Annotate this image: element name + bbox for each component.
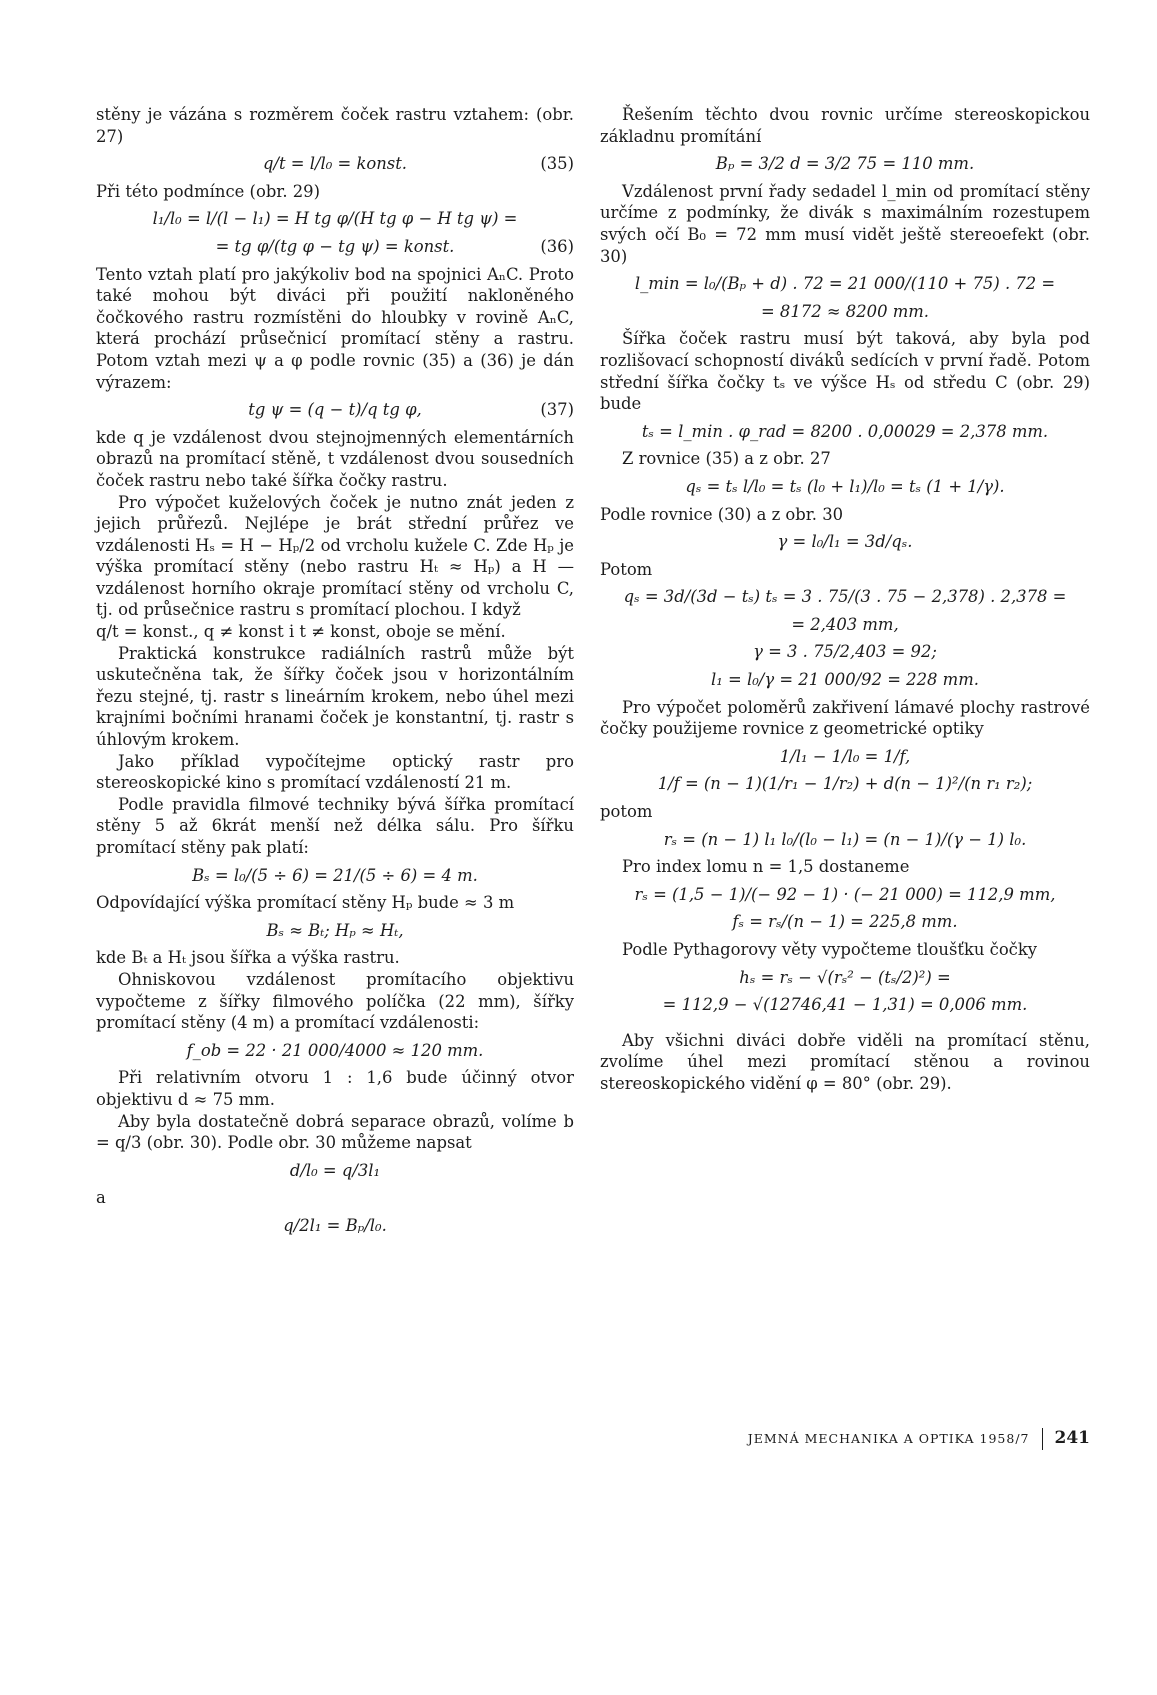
- paragraph: Pro výpočet kuželových čoček je nutno znát jeden z jejich průřezů. Nejlépe je brát střední průřez ve vzdálenosti Hₛ = H − Hₚ/2 od vrcholu kužele C. Zde Hₚ je výška promítací stěny (nebo rastru Hₜ ≈ Hₚ) a H — vzdálenost horního okraje promítací stěny od vrcholu C, tj. od průsečnice rastru s promítací plochou. I když: [96, 492, 574, 620]
- equation-number: (36): [540, 236, 574, 256]
- paragraph: stěny je vázána s rozměrem čoček rastru vztahem: (obr. 27): [96, 105, 574, 146]
- equation-rs: [600, 829, 1090, 851]
- equation-rs2: [600, 884, 1090, 906]
- footer-divider: [1042, 1428, 1043, 1450]
- paragraph: q/t = konst., q ≠ konst i t ≠ konst, oboje se mění.: [96, 622, 506, 642]
- paragraph: Praktická konstrukce radiálních rastrů může být uskutečněna tak, že šířky čoček jsou v horizontálním řezu stejné, tj. rastr s lineárním krokem, nebo úhel mezi krajními bočními hranami čoček je konstantní, tj. rastr s úhlovým krokem.: [96, 643, 574, 750]
- right-column: [600, 104, 1090, 1095]
- equation-bs: [96, 865, 574, 887]
- equation: = 112,9 − √(12746,41 − 1,31) = 0,006 mm.: [662, 995, 1028, 1015]
- paragraph: kde q je vzdálenost dvou stejnojmenných elementárních obrazů na promítací stěně, t vzdálenost dvou sousedních čoček rastru nebo také šířka čočky rastru.: [96, 427, 574, 490]
- equation: tₛ = l_min . φ_rad = 8200 . 0,00029 = 2,378 mm.: [641, 421, 1049, 441]
- equation: f_ob = 22 · 21 000/4000 ≈ 120 mm.: [186, 1040, 484, 1060]
- equation: qₛ = tₛ l/l₀ = tₛ (l₀ + l₁)/l₀ = tₛ (1 + 1/γ).: [685, 476, 1005, 496]
- equation: Bₛ = l₀/(5 ÷ 6) = 21/(5 ÷ 6) = 4 m.: [192, 865, 478, 885]
- equation-lens2: [600, 773, 1090, 795]
- page-footer: [728, 1428, 1090, 1450]
- paragraph: Ohniskovou vzdálenost promítacího objektivu vypočteme z šířky filmového políčka (22 mm), šířky promítací stěny (4 m) a promítací vzdálenosti:: [96, 969, 574, 1033]
- paragraph: Šířka čoček rastru musí být taková, aby byla pod rozlišovací schopností diváků sedících v první řadě. Potom střední šířka čočky tₛ ve výšce Hₛ od středu C (obr. 29) bude: [600, 329, 1090, 414]
- equation-hs-a: [600, 967, 1090, 989]
- paragraph: Pro výpočet poloměrů zakřivení lámavé plochy rastrové čočky použijeme rovnice z geometrické optiky: [600, 697, 1090, 739]
- equation: = tg φ/(tg φ − tg ψ) = konst.: [215, 236, 455, 256]
- equation-bs-bt: [96, 920, 574, 942]
- paragraph: Při relativním otvoru 1 : 1,6 bude účinný otvor objektivu d ≈ 75 mm.: [96, 1068, 574, 1109]
- equation: 1/f = (n − 1)(1/r₁ − 1/r₂) + d(n − 1)²/(n r₁ r₂);: [657, 774, 1033, 794]
- paragraph: Pro index lomu n = 1,5 dostaneme: [622, 857, 910, 877]
- equation-qs2-a: [600, 586, 1090, 608]
- paragraph: Podle pravidla filmové techniky bývá šířka promítací stěny 5 až 6krát menší než délka sálu. Pro šířku promítací stěny pak platí:: [96, 794, 574, 857]
- paragraph: Při této podmínce (obr. 29): [96, 181, 321, 201]
- page-number: 241: [1054, 1428, 1090, 1449]
- equation: Bₚ = 3/2 d = 3/2 75 = 110 mm.: [715, 154, 975, 174]
- equation: rₛ = (n − 1) l₁ l₀/(l₀ − l₁) = (n − 1)/(γ − 1) l₀.: [663, 829, 1027, 849]
- paragraph: Jako příklad vypočítejme optický rastr pro stereoskopické kino s promítací vzdáleností 21 m.: [96, 751, 574, 793]
- equation: tg ψ = (q − t)/q tg φ,: [248, 400, 422, 420]
- paragraph: Odpovídající výška promítací stěny Hₚ bude ≈ 3 m: [96, 893, 515, 913]
- equation: fₛ = rₛ/(n − 1) = 225,8 mm.: [732, 912, 958, 932]
- equation: γ = l₀/l₁ = 3d/qₛ.: [777, 532, 913, 552]
- equation: l₁/l₀ = l/(l − l₁) = H tg φ/(H tg φ − H tg ψ) =: [152, 209, 518, 229]
- equation-number: (35): [540, 154, 574, 174]
- equation-qs: [600, 476, 1090, 498]
- equation: Bₛ ≈ Bₜ; Hₚ ≈ Hₜ,: [266, 920, 404, 940]
- equation-fs: [600, 911, 1090, 933]
- equation-37: [96, 399, 574, 421]
- equation: hₛ = rₛ − √(rₛ² − (tₛ/2)²) =: [739, 967, 951, 987]
- equation-lmin-a: [600, 273, 1090, 295]
- paragraph: a: [96, 1188, 106, 1208]
- equation-36a: [96, 208, 574, 230]
- equation-d: [96, 1160, 574, 1182]
- equation-ts: [600, 421, 1090, 443]
- equation: 1/l₁ − 1/l₀ = 1/f,: [779, 746, 911, 766]
- paragraph: Podle rovnice (30) a z obr. 30: [600, 504, 844, 524]
- equation-fob: [96, 1040, 574, 1062]
- paragraph: Vzdálenost první řady sedadel l_min od promítací stěny určíme z podmínky, že divák s maximálním rozestupem svých očí B₀ = 72 mm musí vidět ještě stereoefekt (obr. 30): [600, 181, 1090, 266]
- equation-lens1: [600, 746, 1090, 768]
- equation-gamma: [600, 531, 1090, 553]
- equation-bp: [600, 153, 1090, 175]
- equation: γ = 3 . 75/2,403 = 92;: [753, 642, 937, 662]
- equation-35: [96, 153, 574, 175]
- equation-qs2-b: [600, 614, 1090, 636]
- left-column: [96, 104, 574, 1243]
- equation: d/l₀ = q/3l₁: [289, 1160, 381, 1180]
- equation-36b: [96, 236, 574, 258]
- equation: = 2,403 mm,: [791, 614, 899, 634]
- equation: l_min = l₀/(Bₚ + d) . 72 = 21 000/(110 + 75) . 72 =: [634, 274, 1056, 294]
- paragraph: Aby všichni diváci dobře viděli na promítací stěnu, zvolíme úhel mezi promítací stěnou a rovinou stereoskopického vidění φ = 80° (obr. 29).: [600, 1030, 1090, 1093]
- equation: q/2l₁ = Bₚ/l₀.: [283, 1215, 387, 1235]
- paragraph: Z rovnice (35) a z obr. 27: [622, 449, 831, 469]
- equation: = 8172 ≈ 8200 mm.: [760, 301, 930, 321]
- equation-number: (37): [540, 400, 574, 420]
- journal-name: JEMNÁ MECHANIKA A OPTIKA 1958/7: [747, 1431, 1030, 1447]
- equation: rₛ = (1,5 − 1)/(− 92 − 1) · (− 21 000) = 112,9 mm,: [634, 884, 1056, 904]
- equation: l₁ = l₀/γ = 21 000/92 = 228 mm.: [711, 670, 979, 690]
- equation-l1: [600, 669, 1090, 691]
- paragraph: Řešením těchto dvou rovnic určíme stereoskopickou základnu promítání: [600, 105, 1090, 146]
- equation-gamma2: [600, 641, 1090, 663]
- equation-lmin-b: [600, 301, 1090, 323]
- paragraph: Podle Pythagorovy věty vypočteme tloušťku čočky: [622, 940, 1038, 959]
- paragraph: Aby byla dostatečně dobrá separace obrazů, volíme b = q/3 (obr. 30). Podle obr. 30 můžeme napsat: [96, 1111, 574, 1153]
- paragraph: Potom: [600, 559, 653, 579]
- equation-q: [96, 1215, 574, 1237]
- equation: q/t = l/l₀ = konst.: [262, 154, 408, 174]
- equation-hs-b: [600, 994, 1090, 1016]
- paragraph: Tento vztah platí pro jakýkoliv bod na spojnici AₙC. Proto také mohou být diváci při použití nakloněného čočkového rastru rozmístěni do hloubky v rovině AₙC, která prochází průsečnicí promítací stěny a rastru. Potom vztah mezi ψ a φ podle rovnic (35) a (36) je dán výrazem:: [96, 264, 574, 392]
- paragraph: kde Bₜ a Hₜ jsou šířka a výška rastru.: [96, 948, 400, 968]
- paragraph: potom: [600, 802, 653, 822]
- equation: qₛ = 3d/(3d − tₛ) tₛ = 3 . 75/(3 . 75 − 2,378) . 2,378 =: [623, 587, 1067, 607]
